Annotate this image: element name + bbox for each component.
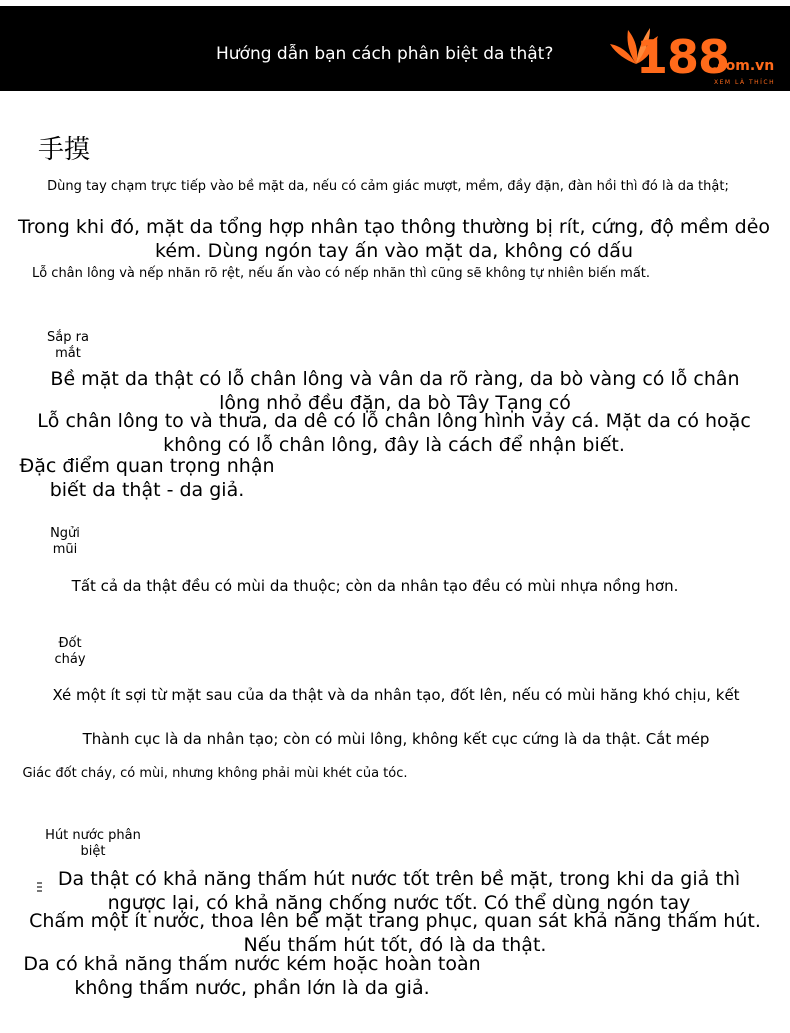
logo-domain: .com.vn xyxy=(712,58,775,74)
paragraph-look-2: Lỗ chân lông to và thưa, da dê có lỗ chân lông hình vảy cá. Mặt da có hoặc không có lỗ chân lông, đây là cách để nhận biết. xyxy=(37,410,751,456)
logo-number: 188 xyxy=(636,30,730,84)
paragraph-smell-1: Tất cả da thật đều có mùi da thuộc; còn da nhân tạo đều có mùi nhựa nồng hơn. xyxy=(71,577,679,595)
label-look: Sắp ra mắt xyxy=(47,330,89,362)
header-banner xyxy=(0,6,790,91)
paragraph-look-1: Bề mặt da thật có lỗ chân lông và vân da rõ ràng, da bò vàng có lỗ chân lông nhỏ đều đặn, da bò Tây Tạng có xyxy=(50,368,740,414)
label-smell: Ngửi mũi xyxy=(50,526,80,558)
paragraph-burn-3: Giác đốt cháy, có mùi, nhưng không phải mùi khét của tóc. xyxy=(22,766,408,781)
label-water: Hút nước phân biệt xyxy=(45,828,141,860)
paragraph-touch-3: Lỗ chân lông và nếp nhăn rõ rệt, nếu ấn vào có nếp nhăn thì cũng sẽ không tự nhiên biến mất. xyxy=(31,266,651,281)
paragraph-burn-1: Xé một ít sợi từ mặt sau của da thật và da nhân tạo, đốt lên, nếu có mùi hăng khó chịu, kết xyxy=(52,686,740,704)
paragraph-touch-2: Trong khi đó, mặt da tổng hợp nhân tạo thông thường bị rít, cứng, độ mềm dẻo kém. Dùng ngón tay ấn vào mặt da, không có dấu xyxy=(17,216,771,262)
paragraph-touch-1: Dùng tay chạm trực tiếp vào bề mặt da, nếu có cảm giác mượt, mềm, đầy đặn, đàn hồi thì đó là da thật; xyxy=(47,179,729,194)
site-logo[interactable] xyxy=(606,20,786,90)
paragraph-water-2: Chấm một ít nước, thoa lên bề mặt trang phục, quan sát khả năng thấm hút. Nếu thấm hút tốt, đó là da thật. xyxy=(29,910,761,956)
label-burn: Đốt cháy xyxy=(54,636,86,668)
logo-slogan: XEM LÀ THÍCH xyxy=(714,79,776,86)
section-heading: 手摸 xyxy=(38,135,91,165)
paragraph-water-1: Da thật có khả năng thấm hút nước tốt trên bề mặt, trong khi da giả thì ngược lại, có khả năng chống nước tốt. Có thể dùng ngón tay xyxy=(57,868,741,914)
paragraph-water-3: Da có khả năng thấm nước kém hoặc hoàn toàn không thấm nước, phần lớn là da giả. xyxy=(23,953,481,999)
paragraph-look-3: Đặc điểm quan trọng nhận biết da thật - da giả. xyxy=(19,455,275,501)
paragraph-burn-2: Thành cục là da nhân tạo; còn có mùi lông, không kết cục cứng là da thật. Cắt mép xyxy=(82,730,710,748)
page-title: Hướng dẫn bạn cách phân biệt da thật? xyxy=(216,44,554,64)
